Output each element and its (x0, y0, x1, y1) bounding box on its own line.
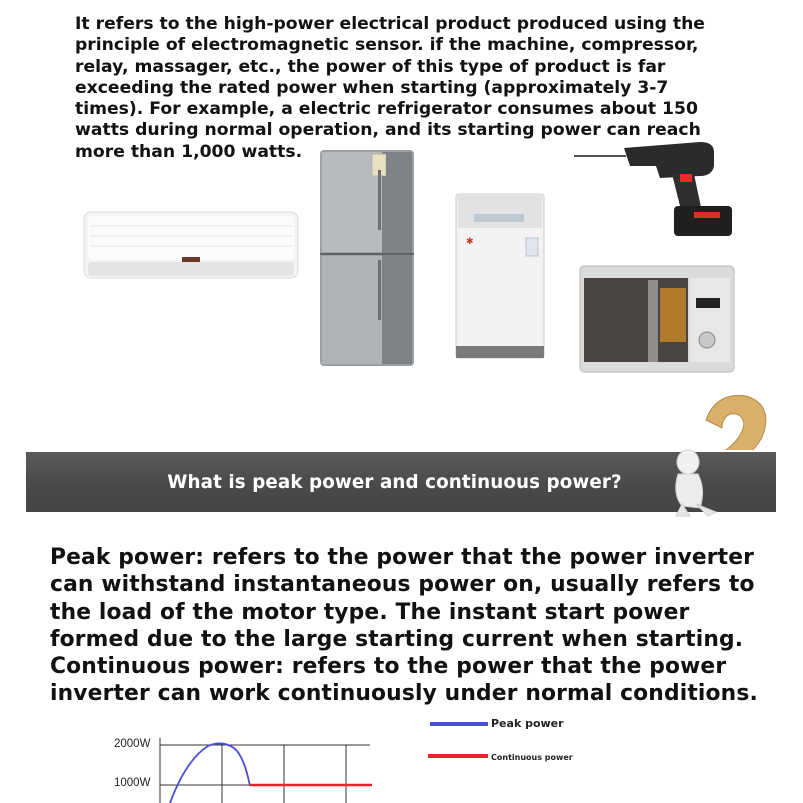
peak-power-line (170, 743, 250, 803)
intro-paragraph: It refers to the high-power electrical product produced using the principle of electromagnetic sensor. if the machine, compressor, relay, massager, etc., the power of this type of product is far exceeding the rated power when starting (approximately 3-7 times). For example, a electric refrigerator consumes about 150 watts during normal operation, and its starting power can reach more than 1,000 watts. (75, 14, 705, 162)
plot-area (0, 710, 803, 803)
power-chart (0, 710, 803, 803)
air-conditioner-image (84, 212, 298, 278)
svg-text:✱: ✱ (466, 237, 474, 247)
legend-peak-label: Peak power (491, 717, 564, 730)
y-tick-2000: 2000W (114, 738, 151, 750)
y-tick-1000: 1000W (114, 777, 151, 789)
definitions-paragraph: Peak power: refers to the power that the power inverter can withstand instantaneous power on, usually refers to the load of the motor type. The instant start power formed due to the large starting current when starting. Continuous power: refers to the power that the power inverter can work continuously under normal conditions. (50, 545, 758, 707)
drill-image (574, 142, 732, 236)
thinking-figure-image (660, 440, 730, 520)
washing-machine-image (456, 194, 544, 358)
legend-continuous-label: Continuous power (491, 753, 573, 762)
refrigerator-image (320, 150, 414, 366)
banner-title: What is peak power and continuous power? (167, 472, 622, 493)
microwave-image (580, 266, 734, 372)
